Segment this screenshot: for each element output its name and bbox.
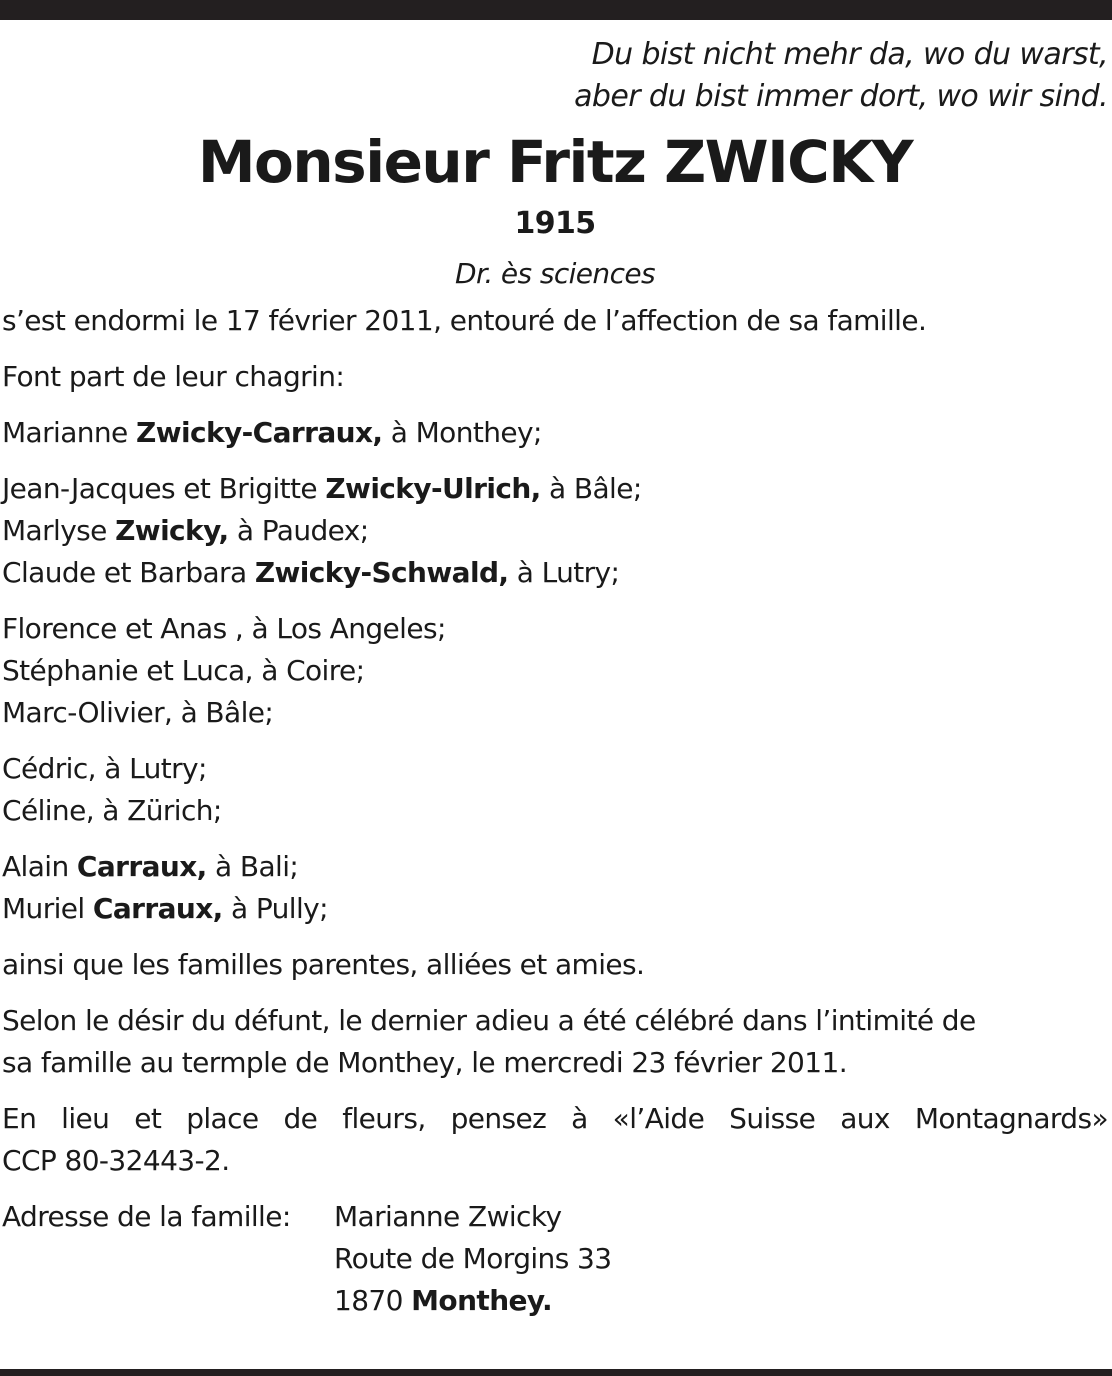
- member-place: à Paudex;: [228, 514, 369, 547]
- address-city: Monthey.: [411, 1284, 553, 1317]
- family-group: [2, 468, 1108, 594]
- member-given: Marlyse: [2, 514, 116, 547]
- top-rule: [0, 0, 1112, 20]
- member-place: à Lutry;: [508, 556, 620, 589]
- member-place: à Pully;: [222, 892, 328, 925]
- family-member: [2, 888, 1108, 930]
- donation-line: CCP 80-32443-2.: [2, 1144, 230, 1177]
- member-place: à Bali;: [206, 850, 299, 883]
- family-group: [2, 846, 1108, 930]
- academic-title: Dr. ès sciences: [455, 257, 655, 290]
- intro-text: Font part de leur chagrin:: [2, 360, 345, 393]
- address-street: Route de Morgins 33: [334, 1242, 612, 1275]
- family-member: [2, 552, 1108, 594]
- member-surname: Zwicky-Carraux,: [136, 416, 383, 449]
- address-label: Adresse de la famille:: [2, 1200, 291, 1233]
- member-given: Muriel: [2, 892, 93, 925]
- ceremony-text: [2, 1000, 1108, 1084]
- motto: [2, 34, 1108, 118]
- address-city-line: [334, 1280, 1108, 1322]
- death-announcement: s’est endormi le 17 février 2011, entouré de l’affection de sa famille.: [2, 304, 927, 337]
- birth-year: 1915: [514, 206, 596, 241]
- donation-text: [2, 1098, 1108, 1182]
- family-address: [2, 1196, 1108, 1322]
- motto-line: aber du bist immer dort, wo wir sind.: [574, 79, 1108, 114]
- family-member: Florence et Anas , à Los Angeles;: [2, 612, 446, 645]
- member-given: Alain: [2, 850, 77, 883]
- ceremony-line: sa famille au termple de Monthey, le mercredi 23 février 2011.: [2, 1046, 847, 1079]
- family-member: [2, 468, 1108, 510]
- member-surname: Carraux,: [92, 892, 223, 925]
- address-name: Marianne Zwicky: [334, 1200, 562, 1233]
- address-postcode: 1870: [334, 1284, 412, 1317]
- family-member: [2, 412, 1108, 454]
- deceased-name: Monsieur Fritz ZWICKY: [197, 128, 913, 196]
- member-given: Claude et Barbara: [2, 556, 255, 589]
- family-member: Marc-Olivier, à Bâle;: [2, 696, 274, 729]
- family-group: [2, 412, 1108, 454]
- member-place: à Bâle;: [540, 472, 642, 505]
- member-surname: Zwicky,: [115, 514, 229, 547]
- member-given: Jean-Jacques et Brigitte: [2, 472, 326, 505]
- family-member: [2, 510, 1108, 552]
- family-member: Stéphanie et Luca, à Coire;: [2, 654, 365, 687]
- obituary-notice: [2, 34, 1108, 1322]
- member-place: à Monthey;: [382, 416, 542, 449]
- member-surname: Zwicky-Ulrich,: [325, 472, 541, 505]
- bottom-rule: [0, 1369, 1112, 1376]
- ceremony-line: Selon le désir du défunt, le dernier adieu a été célébré dans l’intimité de: [2, 1004, 976, 1037]
- member-surname: Carraux,: [76, 850, 207, 883]
- family-member: Céline, à Zürich;: [2, 794, 222, 827]
- family-member: Cédric, à Lutry;: [2, 752, 207, 785]
- address-lines: [334, 1196, 1108, 1322]
- donation-line: En lieu et place de fleurs, pensez à «l’Aide Suisse aux Montagnards»: [2, 1102, 1108, 1135]
- closing-text: ainsi que les familles parentes, alliées et amies.: [2, 948, 645, 981]
- family-group: [2, 608, 1108, 734]
- family-group: [2, 748, 1108, 832]
- member-given: Marianne: [2, 416, 136, 449]
- member-surname: Zwicky-Schwald,: [254, 556, 509, 589]
- motto-line: Du bist nicht mehr da, wo du warst,: [591, 37, 1108, 72]
- family-member: [2, 846, 1108, 888]
